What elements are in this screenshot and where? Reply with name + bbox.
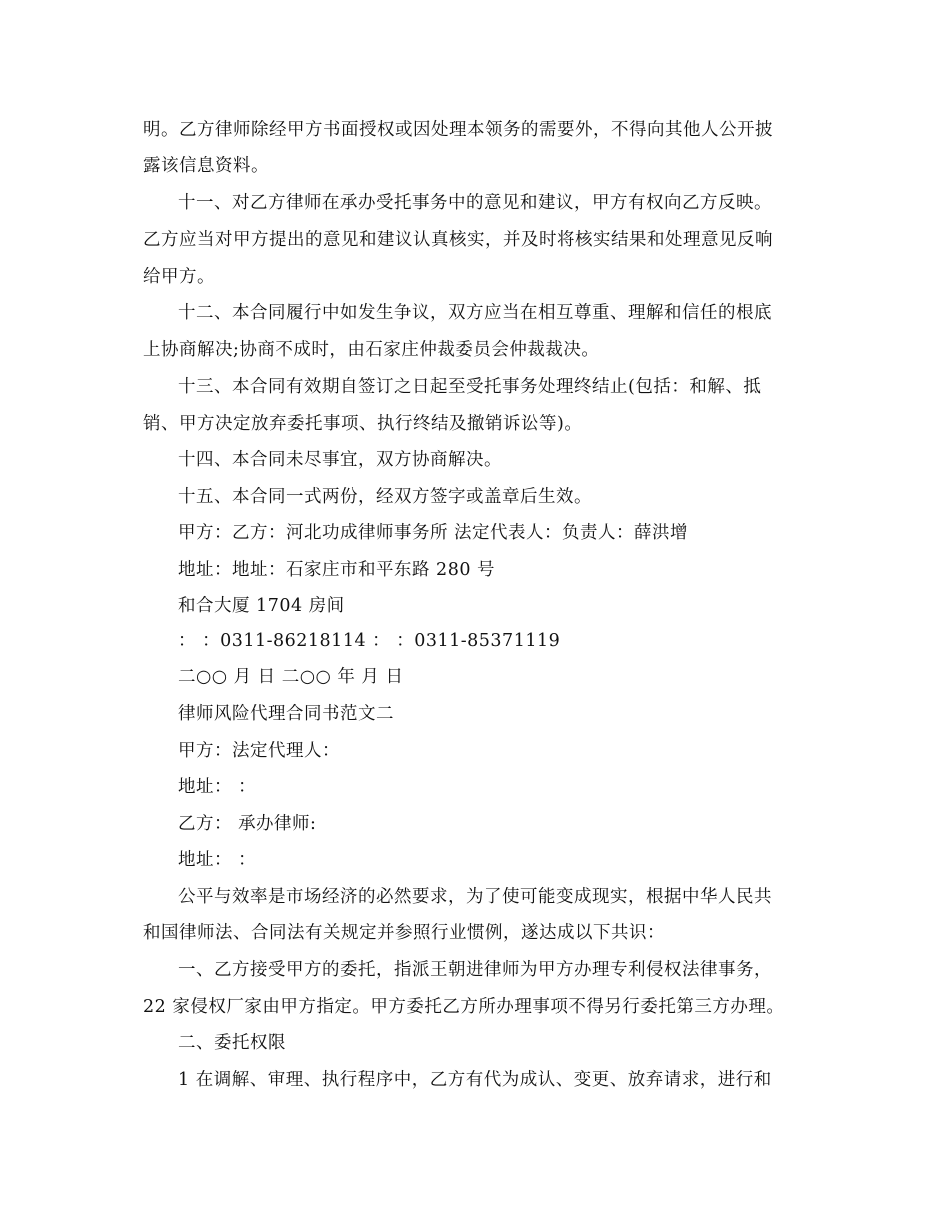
text-line: 1 在调解、审理、执行程序中，乙方有代为成认、变更、放弃请求，进行和 xyxy=(178,1070,772,1090)
text-line: 销、甲方决定放弃委托事项、执行终结及撤销诉讼等)。 xyxy=(143,414,583,434)
signature-address-line: 地址：地址：石家庄市和平东路 280 号 xyxy=(178,560,496,580)
text-line: 十四、本合同未尽事宜，双方协商解决。 xyxy=(178,450,502,470)
text-line: 地址： ： xyxy=(178,777,257,797)
signature-phone-line: ： ：0311-86218114 ： ：0311-85371119 xyxy=(178,631,561,651)
text-line: 和国律师法、合同法有关规定并参照行业惯例，遂达成以下共识： xyxy=(143,923,665,943)
text-line: 给甲方。 xyxy=(143,267,215,287)
text-line: 十一、对乙方律师在承办受托事务中的意见和建议，甲方有权向乙方反映。 xyxy=(178,193,772,213)
text-line: 十二、本合同履行中如发生争议，双方应当在相互尊重、理解和信任的根底 xyxy=(178,303,772,323)
text-line: 明。乙方律师除经甲方书面授权或因处理本领务的需要外，不得向其他人公开披 xyxy=(143,120,773,140)
text-line: 二、委托权限 xyxy=(178,1033,286,1053)
text-line: 乙方： 承办律师: xyxy=(178,814,317,834)
signature-party-line: 甲方：乙方：河北功成律师事务所 法定代表人：负责人：薛洪增 xyxy=(178,523,689,543)
text-line: 地址： ： xyxy=(178,850,257,870)
text-line: 公平与效率是市场经济的必然要求，为了使可能变成现实，根据中华人民共 xyxy=(178,887,772,907)
section-title: 律师风险代理合同书范文二 xyxy=(178,704,394,724)
text-line: 十三、本合同有效期自签订之日起至受托事务处理终结止(包括：和解、抵 xyxy=(178,377,762,397)
text-line: 甲方：法定代理人： xyxy=(178,741,340,761)
text-line: 乙方应当对甲方提出的意见和建议认真核实，并及时将核实结果和处理意见反响 xyxy=(143,230,773,250)
signature-date-line: 二○○ 月 日 二○○ 年 月 日 xyxy=(178,667,404,687)
text-line: 露该信息资料。 xyxy=(143,156,269,176)
text-line: 上协商解决;协商不成时，由石家庄仲裁委员会仲裁裁决。 xyxy=(143,340,600,360)
text-line: 一、乙方接受甲方的委托，指派王朝进律师为甲方办理专利侵权法律事务， xyxy=(178,960,772,980)
signature-address-line: 和合大厦 1704 房间 xyxy=(178,596,345,616)
text-line: 十五、本合同一式两份，经双方签字或盖章后生效。 xyxy=(178,487,592,507)
text-line: 22 家侵权厂家由甲方指定。甲方委托乙方所办理事项不得另行委托第三方办理。 xyxy=(143,997,785,1017)
